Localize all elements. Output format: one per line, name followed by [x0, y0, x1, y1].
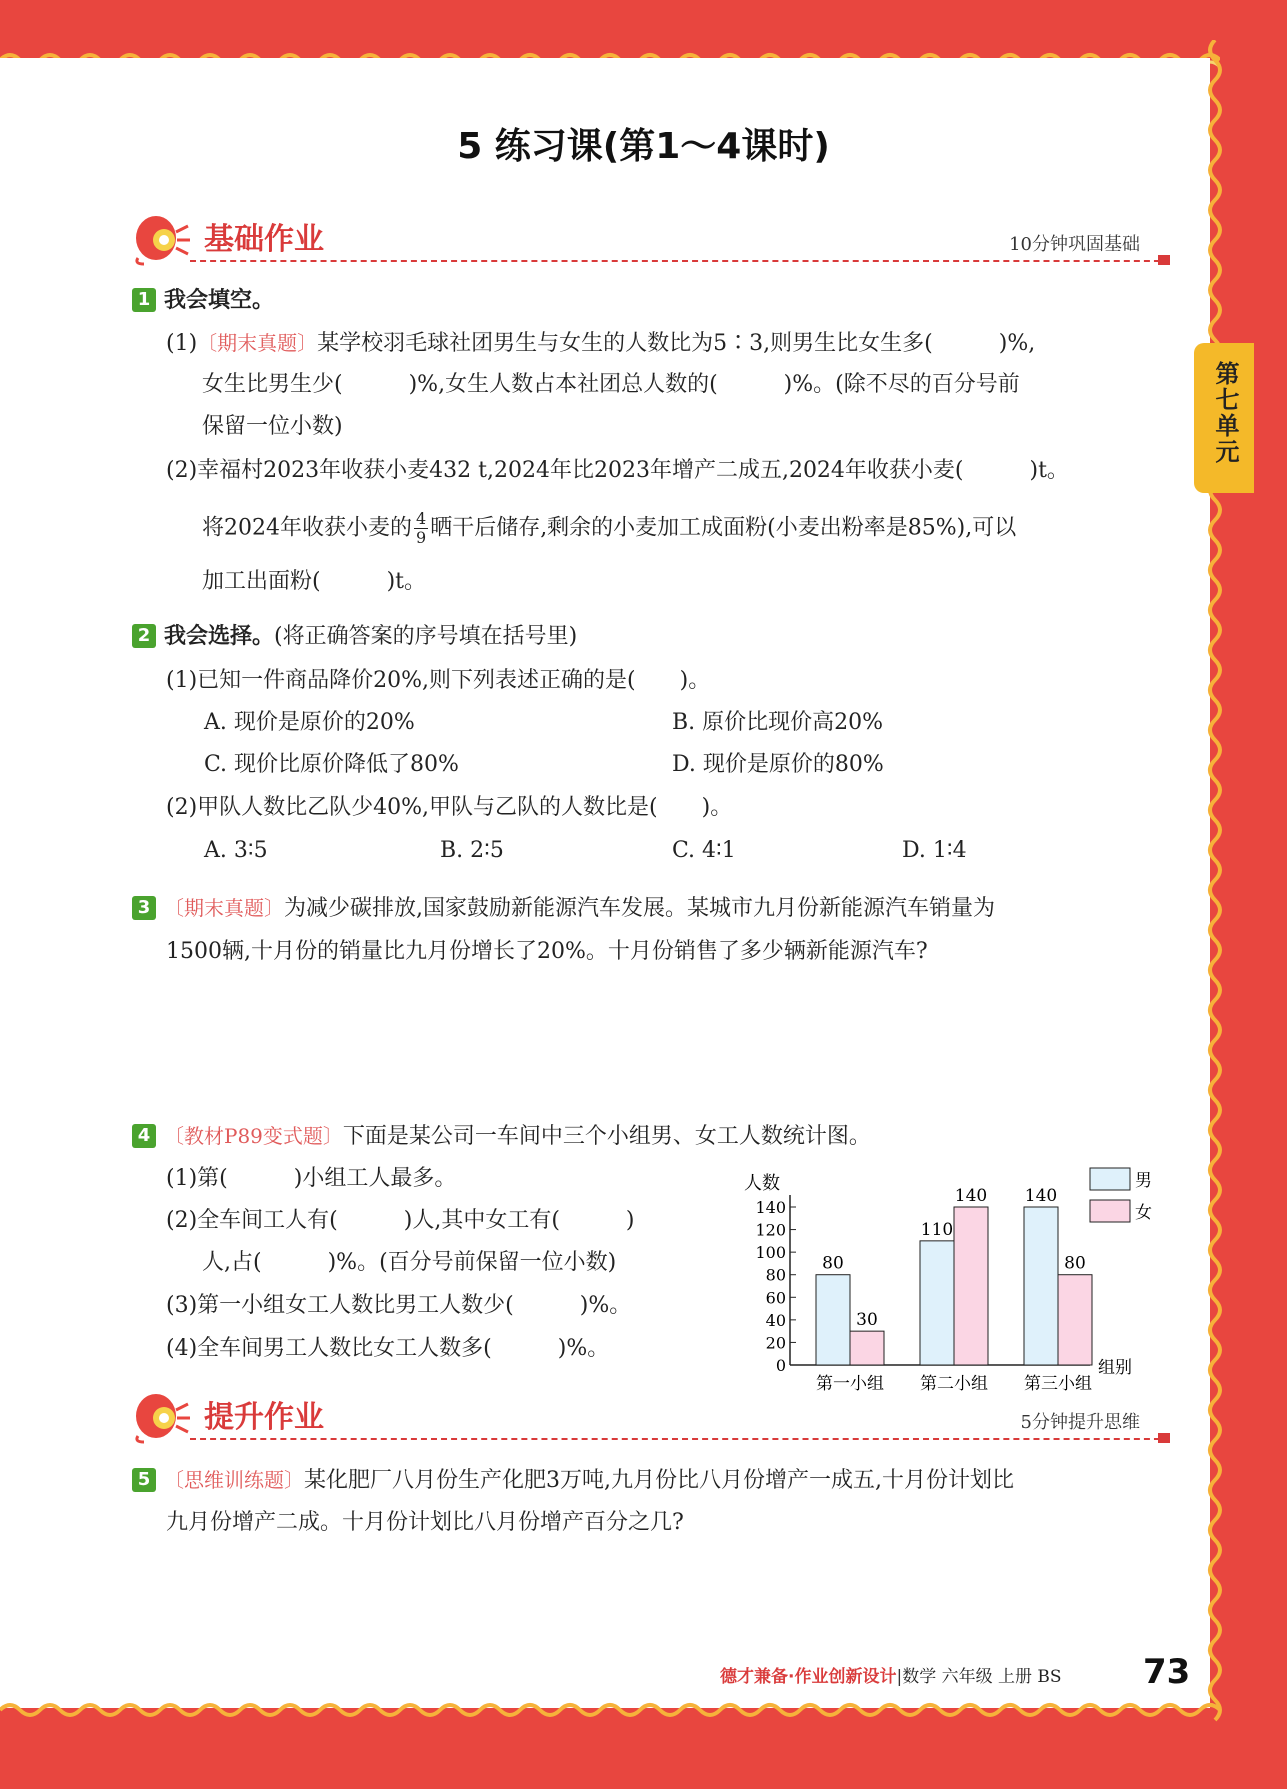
- question-3-line2: 1500辆,十月份的销量比九月份增长了20%。十月份销售了多少辆新能源汽车?: [166, 939, 928, 964]
- decorative-wavy-border-right: [1195, 40, 1235, 1730]
- question-5-line2: 九月份增产二成。十月份计划比八月份增产百分之几?: [166, 1510, 684, 1535]
- y-tick-label: 100: [755, 1243, 786, 1263]
- option-b: B. 2∶5: [440, 838, 504, 863]
- page-title: 5 练习课(第1～4课时): [457, 126, 830, 167]
- question-number: 3: [132, 896, 156, 920]
- q4-part3: (3)第一小组女工人数比男工人数少( )%。: [166, 1293, 632, 1318]
- decorative-wavy-border-bottom: [0, 1690, 1220, 1730]
- question-note: (将正确答案的序号填在括号里): [274, 624, 578, 649]
- question-1-title: [132, 286, 274, 316]
- question-number: 2: [132, 624, 156, 648]
- fraction-numerator: 4: [416, 509, 427, 528]
- part-number: (1): [166, 331, 198, 356]
- question-title: 我会填空。: [164, 288, 275, 313]
- footer-brand: 德才兼备·作业创新设计: [720, 1667, 897, 1687]
- footer-separator: |: [896, 1667, 903, 1687]
- q2-part2: (2)甲队人数比乙队少40%,甲队与乙队的人数比是( )。: [166, 795, 733, 820]
- option-c: C. 现价比原价降低了80%: [204, 752, 459, 777]
- worker-bar-chart: [735, 1160, 1165, 1400]
- section-advanced-subtitle: 5分钟提升思维: [1020, 1412, 1140, 1433]
- bar-female: [850, 1331, 884, 1365]
- section-divider: [190, 260, 1170, 262]
- q1-part2-line1: (2)幸福村2023年收获小麦432 t,2024年比2023年增产二成五,2024年收获小麦( )t。: [166, 458, 1069, 483]
- section-basic-label: 基础作业: [204, 222, 324, 257]
- q1-part2-line2: [202, 510, 1016, 547]
- question-number: 4: [132, 1124, 156, 1148]
- question-text: 某化肥厂八月份生产化肥3万吨,九月份比八月份增产一成五,十月份计划比: [304, 1468, 1014, 1493]
- y-tick-label: 20: [765, 1333, 786, 1353]
- bar-female: [954, 1207, 988, 1365]
- page-footer: [720, 1662, 1062, 1687]
- option-d: D. 1∶4: [902, 838, 967, 863]
- q4-part2-cont: 人,占( )%。(百分号前保留一位小数): [202, 1250, 617, 1275]
- question-text: 下面是某公司一车间中三个小组男、女工人数统计图。: [342, 1124, 871, 1149]
- q4-part2: (2)全车间工人有( )人,其中女工有( ): [166, 1208, 635, 1233]
- question-text: 为减少碳排放,国家鼓励新能源汽车发展。某城市九月份新能源汽车销量为: [284, 896, 995, 921]
- source-tag: 〔教材P89变式题〕: [164, 1124, 343, 1148]
- y-tick-label: 40: [765, 1310, 786, 1330]
- y-axis-label: 人数: [744, 1173, 780, 1194]
- section-divider-end: [1158, 1433, 1170, 1443]
- data-label: 140: [954, 1186, 988, 1206]
- data-label: 140: [1024, 1186, 1058, 1206]
- x-category-label: 第三小组: [1024, 1374, 1092, 1394]
- bar-male: [920, 1241, 954, 1365]
- y-tick-label: 80: [765, 1265, 786, 1285]
- question-number: 5: [132, 1468, 156, 1492]
- fraction-denominator: 9: [416, 528, 427, 547]
- bar-female: [1058, 1275, 1092, 1365]
- section-divider-end: [1158, 255, 1170, 265]
- section-advanced-label: 提升作业: [204, 1400, 324, 1435]
- legend-label: 女: [1135, 1203, 1152, 1223]
- source-tag: 〔期末真题〕: [164, 896, 284, 920]
- data-label: 110: [920, 1219, 954, 1240]
- option-c: C. 4∶1: [672, 838, 736, 863]
- question-number: 1: [132, 288, 156, 312]
- y-tick-label: 0: [775, 1356, 786, 1375]
- x-category-label: 第二小组: [920, 1374, 988, 1394]
- source-tag: 〔期末真题〕: [197, 331, 318, 355]
- q1-part1-line3: 保留一位小数): [202, 414, 343, 439]
- question-5-line1: [132, 1465, 1014, 1496]
- x-category-label: 第一小组: [816, 1374, 884, 1394]
- option-a: A. 3∶5: [204, 838, 268, 863]
- q1-part1-line1: [166, 328, 1035, 359]
- megaphone-mascot-icon: [130, 1388, 192, 1444]
- question-text: 晒干后储存,剩余的小麦加工成面粉(小麦出粉率是85%),可以: [430, 515, 1017, 541]
- footer-book-info: 数学 六年级 上册 BS: [902, 1667, 1062, 1687]
- data-label: 30: [856, 1310, 878, 1331]
- question-4-intro: [132, 1121, 871, 1152]
- data-label: 80: [1064, 1253, 1086, 1274]
- section-basic-subtitle: 10分钟巩固基础: [1009, 234, 1140, 255]
- legend-swatch: [1090, 1200, 1130, 1222]
- section-basic-header: [130, 210, 1170, 270]
- bar-male: [1024, 1207, 1058, 1365]
- unit-side-tab-label: 第七单元: [1211, 361, 1239, 465]
- section-advanced-header: [130, 1388, 1170, 1448]
- q1-part2-line3: 加工出面粉( )t。: [202, 569, 427, 594]
- q1-part1-line2: 女生比男生少( )%,女生人数占本社团总人数的( )%。(除不尽的百分号前: [202, 372, 1020, 397]
- page-number: 73: [1143, 1652, 1191, 1692]
- fraction: [414, 510, 428, 547]
- megaphone-mascot-icon: [130, 210, 192, 266]
- section-divider: [190, 1438, 1170, 1440]
- question-2-title: [132, 622, 577, 652]
- unit-side-tab: [1194, 343, 1254, 493]
- y-tick-label: 60: [765, 1288, 786, 1308]
- bar-male: [816, 1275, 850, 1365]
- legend-label: 男: [1135, 1171, 1152, 1191]
- q4-part4: (4)全车间男工人数比女工人数多( )%。: [166, 1336, 610, 1361]
- q4-part1: (1)第( )小组工人最多。: [166, 1166, 457, 1191]
- question-text: 将2024年收获小麦的: [202, 515, 412, 541]
- question-title: 我会选择。: [164, 624, 275, 649]
- question-3-line1: [132, 893, 995, 924]
- x-axis-label: 组别: [1098, 1358, 1132, 1378]
- data-label: 80: [822, 1253, 844, 1274]
- option-b: B. 原价比现价高20%: [672, 710, 884, 735]
- q2-part1: (1)已知一件商品降价20%,则下列表述正确的是( )。: [166, 668, 711, 693]
- option-a: A. 现价是原价的20%: [204, 710, 415, 735]
- question-text: 某学校羽毛球社团男生与女生的人数比为5∶3,则男生比女生多( )%,: [317, 331, 1036, 356]
- y-tick-label: 140: [755, 1198, 786, 1217]
- source-tag: 〔思维训练题〕: [164, 1468, 304, 1492]
- legend-swatch: [1090, 1168, 1130, 1190]
- option-d: D. 现价是原价的80%: [672, 752, 884, 777]
- y-tick-label: 120: [755, 1220, 786, 1240]
